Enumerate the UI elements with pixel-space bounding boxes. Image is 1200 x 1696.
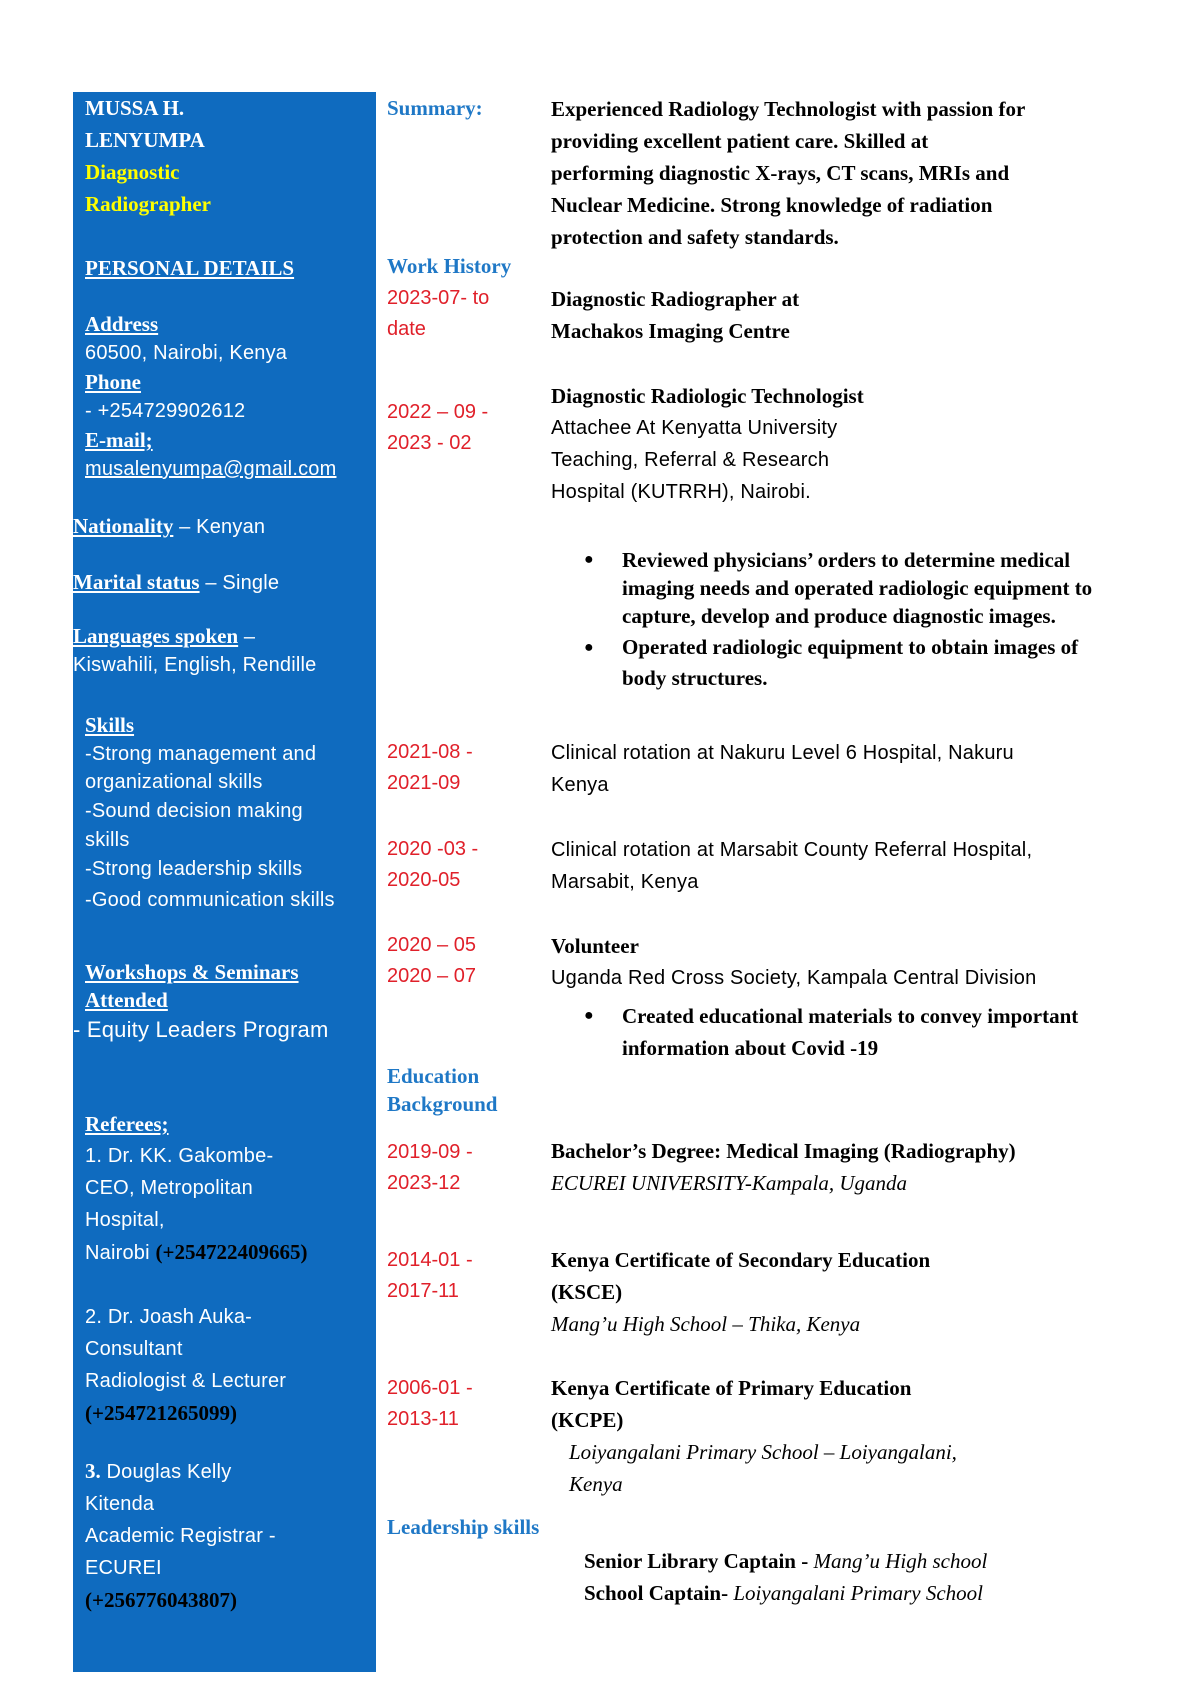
summary-text bbox=[551, 93, 1111, 253]
job-2-line: Teaching, Referral & Research bbox=[551, 449, 830, 471]
languages-label: Languages spoken bbox=[73, 624, 239, 648]
phone-label: Phone bbox=[85, 370, 142, 394]
date-start: 2021-08 - bbox=[387, 741, 473, 763]
referee-2-line: Consultant bbox=[85, 1338, 183, 1360]
edu-2-dates bbox=[387, 1245, 473, 1307]
bullet-item bbox=[584, 632, 1104, 694]
date-end: 2023 - 02 bbox=[387, 432, 472, 454]
edu-3-school-2: Kenya bbox=[569, 1472, 623, 1496]
skill-line: -Strong leadership skills bbox=[85, 858, 303, 880]
bullet-icon: ● bbox=[584, 1007, 594, 1024]
edu-1 bbox=[551, 1135, 1111, 1199]
date-start: 2020 -03 - bbox=[387, 838, 479, 860]
edu-3 bbox=[551, 1372, 1111, 1500]
referee-3-line: ECUREI bbox=[85, 1557, 162, 1579]
job-2-dates bbox=[387, 397, 488, 459]
job-1-employer: Machakos Imaging Centre bbox=[551, 319, 790, 343]
leadership-list bbox=[584, 1545, 1144, 1609]
email-link[interactable]: musalenyumpa@gmail.com bbox=[85, 458, 337, 480]
skills-heading: Skills bbox=[85, 713, 135, 737]
date-end: 2020-05 bbox=[387, 869, 461, 891]
job-3-line: Kenya bbox=[551, 774, 609, 796]
edu-2-school: Mang’u High School – Thika, Kenya bbox=[551, 1312, 861, 1336]
personal-details-heading: PERSONAL DETAILS bbox=[85, 256, 295, 280]
edu-1-school: ECUREI UNIVERSITY-Kampala, Uganda bbox=[551, 1171, 908, 1195]
date-end: 2020 – 07 bbox=[387, 965, 476, 987]
job-4-line: Marsabit, Kenya bbox=[551, 871, 699, 893]
job-3-dates bbox=[387, 737, 473, 799]
date-end: date bbox=[387, 318, 426, 340]
job-4-line: Clinical rotation at Marsabit County Referral Hospital, bbox=[551, 839, 1033, 861]
job-2-title: Diagnostic Radiologic Technologist bbox=[551, 384, 864, 408]
bullet-text: Reviewed physicians’ orders to determine medical imaging needs and operated radiologic equipment to capture, develop and produce diagnostic images. bbox=[622, 548, 1093, 628]
nationality-value: – Kenyan bbox=[173, 516, 266, 538]
referee-2-phone: (+254721265099) bbox=[85, 1401, 237, 1425]
work-history-label: Work History bbox=[387, 254, 512, 278]
job-5-title: Volunteer bbox=[551, 934, 639, 958]
edu-3-title-2: (KCPE) bbox=[551, 1408, 624, 1432]
date-start: 2014-01 - bbox=[387, 1249, 473, 1271]
summary-line: providing excellent patient care. Skilled at bbox=[551, 129, 929, 153]
job-3-line: Clinical rotation at Nakuru Level 6 Hospital, Nakuru bbox=[551, 742, 1014, 764]
edu-1-title: Bachelor’s Degree: Medical Imaging (Radiography) bbox=[551, 1139, 1016, 1163]
summary-label: Summary: bbox=[387, 96, 483, 120]
workshops-item: - Equity Leaders Program bbox=[73, 1017, 329, 1042]
edu-3-dates bbox=[387, 1373, 473, 1435]
marital-value: – Single bbox=[199, 572, 280, 594]
leadership-item bbox=[584, 1577, 1144, 1609]
skill-line: -Sound decision making bbox=[85, 800, 303, 822]
edu-1-dates bbox=[387, 1137, 473, 1199]
job-title-line-2: Radiographer bbox=[85, 192, 211, 216]
date-end: 2021-09 bbox=[387, 772, 461, 794]
bullet-icon: ● bbox=[584, 551, 594, 568]
referee-2-line: Radiologist & Lecturer bbox=[85, 1370, 287, 1392]
referee-3-line: Douglas Kelly bbox=[100, 1461, 232, 1483]
date-start: 2006-01 - bbox=[387, 1377, 473, 1399]
education-label bbox=[387, 1062, 498, 1118]
leadership-role: School Captain- bbox=[584, 1581, 729, 1605]
job-5-dates bbox=[387, 930, 476, 992]
education-label-line-1: Education bbox=[387, 1064, 480, 1088]
edu-3-title: Kenya Certificate of Primary Education bbox=[551, 1376, 912, 1400]
date-start: 2020 – 05 bbox=[387, 934, 476, 956]
referee-1-phone: (+254722409665) bbox=[155, 1240, 308, 1264]
job-3 bbox=[551, 737, 1111, 801]
job-5 bbox=[551, 930, 1111, 994]
bullet-text: Operated radiologic equipment to obtain images of body structures. bbox=[622, 635, 1079, 690]
job-1-dates bbox=[387, 283, 489, 345]
phone-value: - +254729902612 bbox=[85, 400, 246, 422]
date-end: 2023-12 bbox=[387, 1172, 461, 1194]
workshops-heading-2: Attended bbox=[85, 988, 168, 1012]
skill-line: -Good communication skills bbox=[85, 889, 335, 911]
skill-line: -Strong management and bbox=[85, 743, 317, 765]
skill-line: organizational skills bbox=[85, 771, 263, 793]
date-start: 2022 – 09 - bbox=[387, 401, 489, 423]
summary-line: protection and safety standards. bbox=[551, 225, 839, 249]
edu-3-school: Loiyangalani Primary School – Loiyangalani, bbox=[569, 1440, 957, 1464]
job-5-line: Uganda Red Cross Society, Kampala Central Division bbox=[551, 967, 1037, 989]
address-value: 60500, Nairobi, Kenya bbox=[85, 342, 288, 364]
languages-value: Kiswahili, English, Rendille bbox=[73, 654, 317, 676]
bullet-item bbox=[584, 546, 1104, 630]
email-label: E-mail; bbox=[85, 428, 153, 452]
referee-1-line: 1. Dr. KK. Gakombe- bbox=[85, 1145, 274, 1167]
date-start: 2023-07- to bbox=[387, 287, 490, 309]
job-1 bbox=[551, 283, 1111, 347]
bullet-item bbox=[584, 1000, 1104, 1064]
job-1-title: Diagnostic Radiographer at bbox=[551, 287, 800, 311]
job-2-bullets bbox=[584, 546, 1104, 696]
workshops-heading: Workshops & Seminars bbox=[85, 960, 299, 984]
referee-1-city: Nairobi bbox=[85, 1242, 156, 1264]
languages-dash: – bbox=[238, 626, 256, 648]
name-line-1: MUSSA H. bbox=[85, 96, 185, 120]
leadership-role: Senior Library Captain - bbox=[584, 1549, 809, 1573]
referees-heading: Referees; bbox=[85, 1112, 169, 1136]
name-line-2: LENYUMPA bbox=[85, 128, 205, 152]
referee-3-phone: (+256776043807) bbox=[85, 1588, 237, 1612]
job-5-bullets bbox=[584, 1000, 1104, 1066]
bullet-icon: ● bbox=[584, 639, 594, 656]
referee-1-line: CEO, Metropolitan bbox=[85, 1177, 253, 1199]
job-4-dates bbox=[387, 834, 478, 896]
leadership-label: Leadership skills bbox=[387, 1515, 540, 1539]
referee-2-line: 2. Dr. Joash Auka- bbox=[85, 1306, 253, 1328]
edu-2-title: Kenya Certificate of Secondary Education bbox=[551, 1248, 931, 1272]
date-end: 2017-11 bbox=[387, 1280, 459, 1302]
job-4 bbox=[551, 834, 1111, 898]
referee-3-line: Academic Registrar - bbox=[85, 1525, 276, 1547]
leadership-place: Mang’u High school bbox=[808, 1549, 988, 1573]
education-label-line-2: Background bbox=[387, 1092, 498, 1116]
referee-3-number: 3. bbox=[85, 1459, 101, 1483]
marital-label: Marital status bbox=[73, 570, 200, 594]
referee-1-line: Hospital, bbox=[85, 1209, 165, 1231]
edu-2-title-2: (KSCE) bbox=[551, 1280, 623, 1304]
nationality-label: Nationality bbox=[73, 514, 174, 538]
edu-2 bbox=[551, 1244, 1111, 1340]
job-2-line: Hospital (KUTRRH), Nairobi. bbox=[551, 481, 811, 503]
leadership-place: Loiyangalani Primary School bbox=[728, 1581, 984, 1605]
summary-line: Nuclear Medicine. Strong knowledge of radiation bbox=[551, 193, 993, 217]
job-2-line: Attachee At Kenyatta University bbox=[551, 417, 838, 439]
date-end: 2013-11 bbox=[387, 1408, 459, 1430]
referee-3-line: Kitenda bbox=[85, 1493, 155, 1515]
summary-line: performing diagnostic X-rays, CT scans, MRIs and bbox=[551, 161, 1010, 185]
summary-line: Experienced Radiology Technologist with passion for bbox=[551, 97, 1026, 121]
date-start: 2019-09 - bbox=[387, 1141, 473, 1163]
job-2 bbox=[551, 380, 1111, 508]
skill-line: skills bbox=[85, 829, 130, 851]
leadership-item bbox=[584, 1545, 1144, 1577]
address-label: Address bbox=[85, 312, 159, 336]
bullet-text: Created educational materials to convey important information about Covid -19 bbox=[622, 1004, 1079, 1060]
job-title-line-1: Diagnostic bbox=[85, 160, 180, 184]
